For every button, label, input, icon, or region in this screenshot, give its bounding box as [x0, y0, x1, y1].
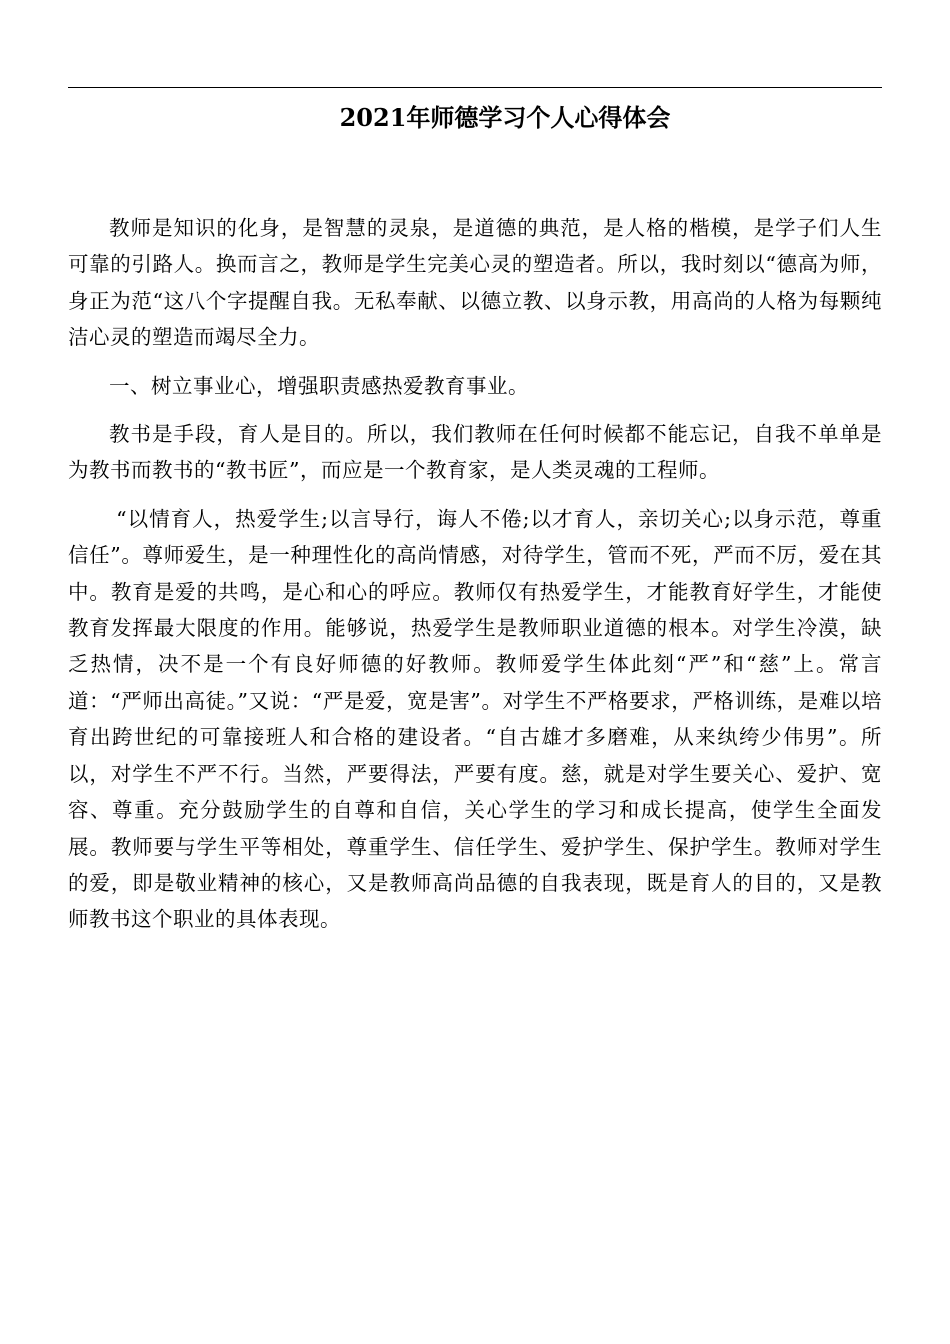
section-heading: 一、树立事业心，增强职责感热爱教育事业。	[109, 373, 529, 398]
header-rule	[68, 87, 882, 88]
paragraph-love-students: “以情育人，热爱学生;以言导行，诲人不倦;以才育人，亲切关心;以身示范，尊重信任”。尊师爱生，是一种理性化的高尚情感，对待学生，管而不死，严而不厉，爱在其中。教育是爱的共鸣，是心和心的呼应。教师仅有热爱学生，才能教育好学生，才能使教育发挥最大限度的作用。能够说，热爱学生是教师职业道德的根本。对学生冷漠，缺乏热情，决不是一个有良好师德的好教师。教师爱学生体此刻“严”和“慈”上。常言道：“严师出高徒。”又说：“严是爱，宽是害”。对学生不严格要求，严格训练，是难以培育出跨世纪的可靠接班人和合格的建设者。“自古雄才多磨难，从来纨绔少伟男”。所以，对学生不严不行。当然，严要得法，严要有度。慈，就是对学生要关心、爱护、宽容、尊重。充分鼓励学生的自尊和自信，关心学生的学习和成长提高，使学生全面发展。教师要与学生平等相处，尊重学生、信任学生、爱护学生、保护学生。教师对学生的爱，即是敬业精神的核心，又是教师高尚品德的自我表现，既是育人的目的，又是教师教书这个职业的具体表现。	[68, 506, 882, 932]
document-title: 2021年师德学习个人心得体会	[339, 103, 671, 132]
document-body	[68, 210, 882, 938]
paragraph-teaching-purpose: 教书是手段，育人是目的。所以，我们教师在任何时候都不能忘记，自我不单单是为教书而教书的“教书匠”，而应是一个教育家，是人类灵魂的工程师。	[68, 422, 882, 483]
paragraph-intro: 教师是知识的化身，是智慧的灵泉，是道德的典范，是人格的楷模，是学子们人生可靠的引路人。换而言之，教师是学生完美心灵的塑造者。所以，我时刻以“德高为师，身正为范“这八个字提醒自我。无私奉献、以德立教、以身示教，用高尚的人格为每颗纯洁心灵的塑造而竭尽全力。	[68, 216, 882, 350]
